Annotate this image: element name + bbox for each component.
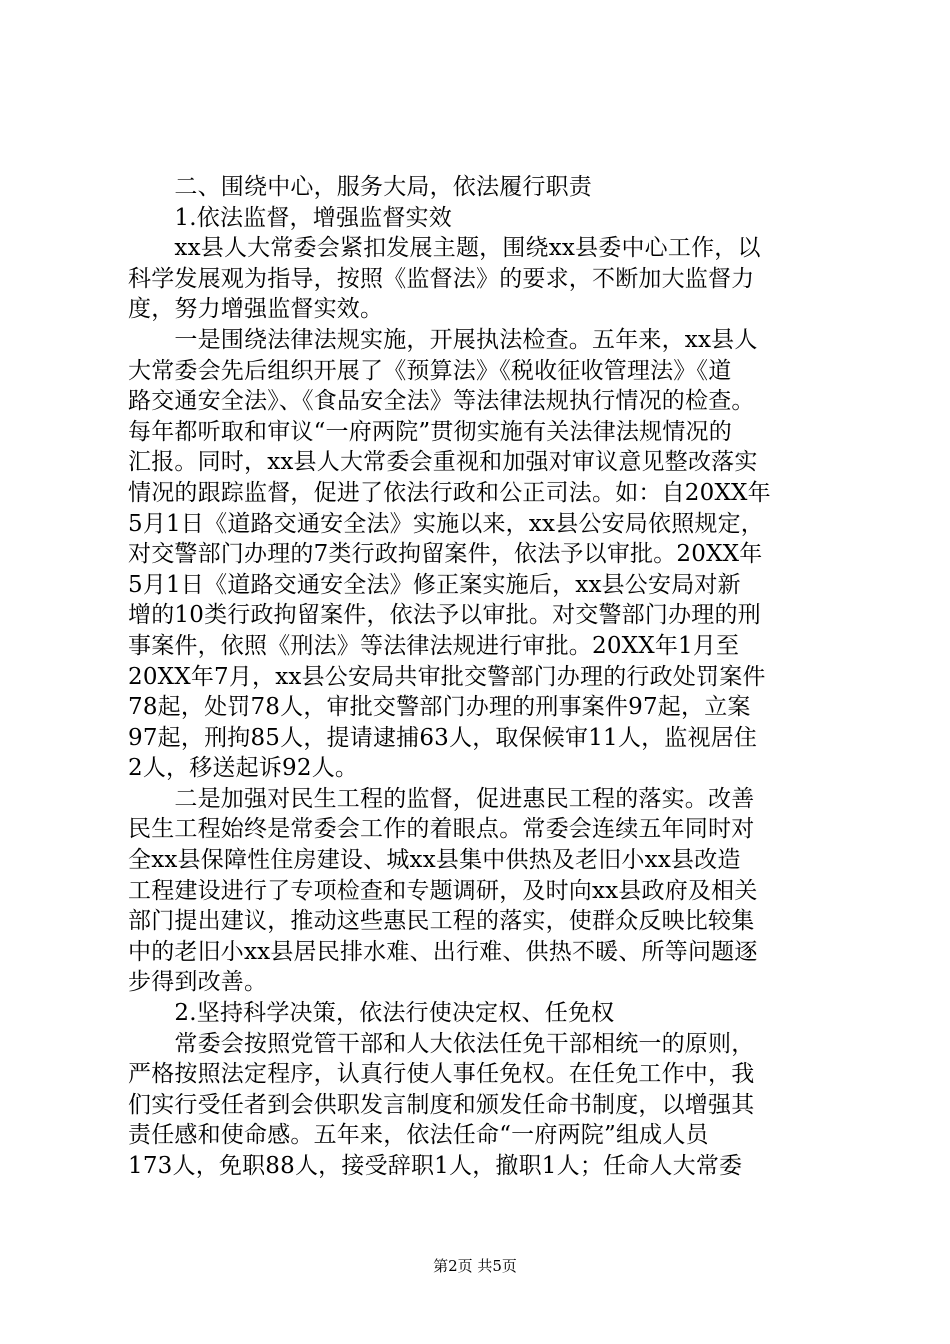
text-line: 2.坚持科学决策，依法行使决定权、任免权 xyxy=(128,1000,615,1027)
text-line: xx县人大常委会紧扣发展主题，围绕xx县委中心工作，以 xyxy=(128,235,761,262)
text-line: 常委会按照党管干部和人大依法任免干部相统一的原则， xyxy=(128,1030,755,1057)
text-line: 责任感和使命感。五年来，依法任命“一府两院”组成人员 xyxy=(128,1122,709,1149)
document-body xyxy=(128,172,840,1182)
text-line: 情况的跟踪监督，促进了依法行政和公正司法。如：自20XX年 xyxy=(128,479,771,506)
text-line: 步得到改善。 xyxy=(128,969,268,996)
text-line: 事案件，依照《刑法》等法律法规进行审批。20XX年1月至 xyxy=(128,632,740,659)
text-line: 二、围绕中心，服务大局，依法履行职责 xyxy=(128,174,592,200)
text-line: 一是围绕法律法规实施，开展执法检查。五年来，xx县人 xyxy=(128,326,758,353)
text-line: 大常委会先后组织开展了《预算法》《税收征收管理法》《道 xyxy=(128,357,732,384)
text-line: 1.依法监督，增强监督实效 xyxy=(128,204,452,231)
text-line: 78起，处罚78人，审批交警部门办理的刑事案件97起，立案 xyxy=(128,694,751,721)
text-line: 部门提出建议，推动这些惠民工程的落实，使群众反映比较集 xyxy=(128,908,755,935)
text-line: 民生工程始终是常委会工作的着眼点。常委会连续五年同时对 xyxy=(128,816,755,843)
text-line: 每年都听取和审议“一府两院”贯彻实施有关法律法规情况的 xyxy=(128,418,732,445)
text-line: 路交通安全法》、《食品安全法》等法律法规执行情况的检查。 xyxy=(128,388,755,415)
text-line: 中的老旧小xx县居民排水难、出行难、供热不暖、所等问题逐 xyxy=(128,938,758,965)
text-line: 汇报。同时，xx县人大常委会重视和加强对审议意见整改落实 xyxy=(128,449,758,476)
text-line: 5月1日《道路交通安全法》实施以来，xx县公安局依照规定， xyxy=(128,510,765,537)
text-line: 增的10类行政拘留案件，依法予以审批。对交警部门办理的刑 xyxy=(128,602,761,629)
text-line: 工程建设进行了专项检查和专题调研，及时向xx县政府及相关 xyxy=(128,877,758,904)
text-line: 度，努力增强监督实效。 xyxy=(128,296,384,323)
text-line: 二是加强对民生工程的监督，促进惠民工程的落实。改善 xyxy=(128,785,755,812)
text-line: 对交警部门办理的7类行政拘留案件，依法予以审批。20XX年 xyxy=(128,541,763,568)
text-line: 5月1日《道路交通安全法》修正案实施后，xx县公安局对新 xyxy=(128,571,741,598)
text-line: 科学发展观为指导，按照《监督法》的要求，不断加大监督力 xyxy=(128,265,755,292)
text-line: 20XX年7月，xx县公安局共审批交警部门办理的行政处罚案件 xyxy=(128,663,766,690)
text-line: 们实行受任者到会供职发言制度和颁发任命书制度，以增强其 xyxy=(128,1091,755,1118)
text-line: 全xx县保障性住房建设、城xx县集中供热及老旧小xx县改造 xyxy=(128,847,741,874)
page-footer: 第2页 共5页 xyxy=(433,1257,517,1275)
text-line: 173人，免职88人，接受辞职1人，撤职1人；任命人大常委 xyxy=(128,1153,743,1179)
text-line: 2人，移送起诉92人。 xyxy=(128,755,359,782)
text-line: 严格按照法定程序，认真行使人事任免权。在任免工作中，我 xyxy=(128,1061,755,1088)
text-line: 97起，刑拘85人，提请逮捕63人，取保候审11人，监视居住 xyxy=(128,724,758,751)
